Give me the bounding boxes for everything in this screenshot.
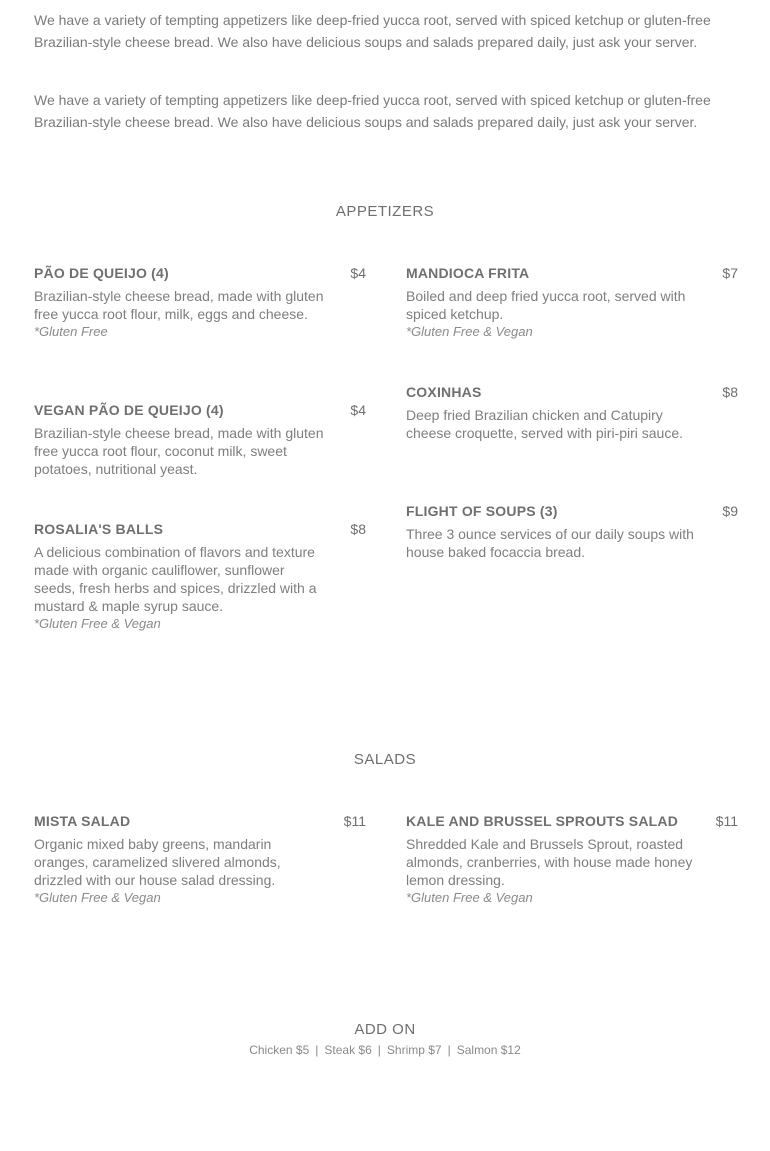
item-description: Brazilian-style cheese bread, made with gluten free yucca root flour, coconut milk, sweet potatoes, nutritional yeast. [34,425,324,477]
salads-heading: SALADS [353,751,417,768]
addon-option: Steak $6 [324,1043,372,1057]
dietary-note: *Gluten Free & Vegan [34,890,161,905]
addon-heading: ADD ON [354,1021,416,1038]
item-description: A delicious combination of flavors and texture made with organic cauliflower, sunflower seeds, fresh herbs and spices, drizzled with a mustard & maple syrup sauce. *Gluten Free & Vegan [34,543,324,633]
item-description: Shredded Kale and Brussels Sprout, roasted almonds, cranberries, with house made honey lemon dressing. *Gluten Free & Vegan [406,835,696,907]
addon-option: Shrimp $7 [386,1043,442,1057]
separator: | [377,1043,381,1057]
item-name: MANDIOCA FRITA [406,265,530,281]
separator: | [315,1043,319,1057]
item-price: $4 [350,402,366,418]
item-description: Boiled and deep fried yucca root, served with spiced ketchup. *Gluten Free & Vegan [406,287,696,341]
item-name: FLIGHT OF SOUPS (3) [406,503,558,519]
item-name: VEGAN PÃO DE QUEIJO (4) [34,402,224,418]
addon-option: Salmon $12 [456,1043,521,1057]
item-price: $8 [722,384,738,400]
item-description: Three 3 ounce services of our daily soups with house baked focaccia bread. [406,526,694,560]
dietary-note: *Gluten Free & Vegan [406,324,533,339]
item-name: COXINHAS [406,384,482,400]
item-description: Deep fried Brazilian chicken and Catupiry cheese croquette, served with piri-piri sauce. [406,407,684,441]
menu-item [34,402,366,478]
menu-item [34,521,366,633]
item-price: $9 [722,503,738,519]
item-description: Organic mixed baby greens, mandarin oranges, caramelized slivered almonds, drizzled with our house salad dressing. *Gluten Free & Vegan [34,835,324,907]
item-description: Brazilian-style cheese bread, made with gluten free yucca root flour, milk, eggs and cheese. *Gluten Free [34,288,324,339]
item-price: $7 [722,265,738,281]
item-price: $11 [715,813,738,829]
addon-options [0,1043,770,1057]
menu-item [406,503,738,561]
item-price: $11 [343,813,366,829]
dietary-note: *Gluten Free & Vegan [406,890,533,905]
item-name: PÃO DE QUEIJO (4) [34,265,169,281]
menu-item [406,384,738,442]
item-price: $8 [350,521,366,537]
dietary-note: *Gluten Free & Vegan [34,616,161,631]
menu-item [34,813,366,907]
intro-paragraph: We have a variety of tempting appetizers like deep-fried yucca root, served with spiced ketchup or gluten-free Brazilian-style cheese bread. We also have delicious soups and salads prepared daily, just ask your server. [34,92,711,130]
menu-item [34,265,366,341]
menu-item [406,265,738,341]
separator: | [447,1043,451,1057]
item-name: MISTA SALAD [34,813,131,829]
dietary-note: *Gluten Free [34,324,108,339]
menu-item [406,813,738,907]
item-name: ROSALIA'S BALLS [34,521,164,537]
appetizers-heading: APPETIZERS [335,203,435,220]
addon-option: Chicken $5 [249,1043,310,1057]
item-name: KALE AND BRUSSEL SPROUTS SALAD [406,813,679,829]
item-price: $4 [350,265,366,281]
intro-paragraph: We have a variety of tempting appetizers like deep-fried yucca root, served with spiced ketchup or gluten-free Brazilian-style cheese bread. We also have delicious soups and salads prepared daily, just ask your server. [34,12,711,50]
